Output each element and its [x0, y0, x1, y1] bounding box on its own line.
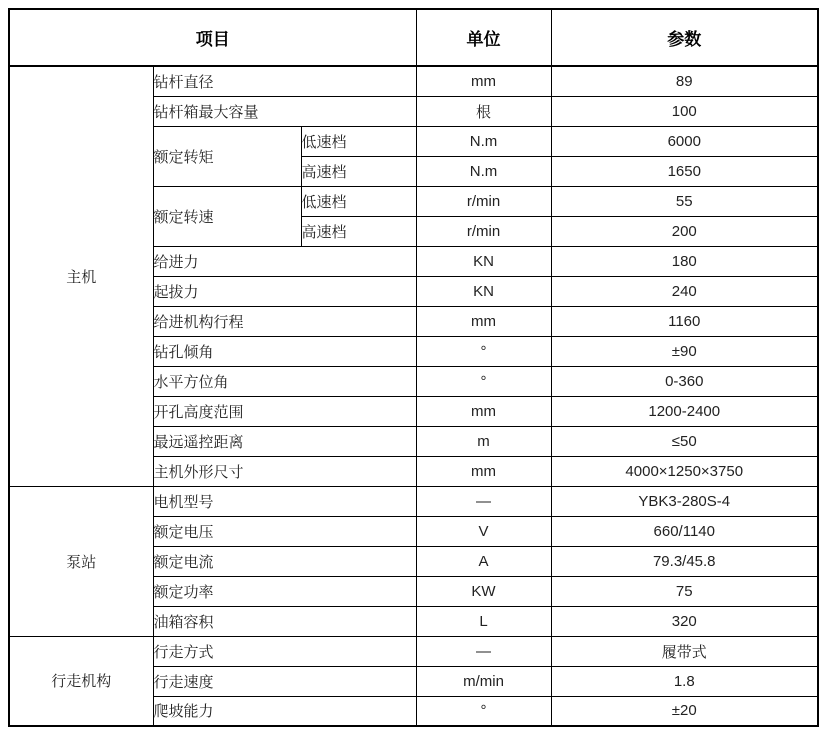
- param-cell: 75: [551, 576, 818, 606]
- unit-cell: V: [416, 516, 551, 546]
- table-row: [9, 66, 818, 96]
- unit-cell: mm: [416, 66, 551, 96]
- param-cell: ±20: [551, 696, 818, 726]
- unit-cell: m/min: [416, 666, 551, 696]
- item-cell-rated-torque: 额定转矩: [153, 126, 301, 186]
- unit-cell: N.m: [416, 156, 551, 186]
- header-row: [9, 9, 818, 66]
- unit-cell: KW: [416, 576, 551, 606]
- item-cell: 行走速度: [153, 666, 416, 696]
- item-cell: 主机外形尺寸: [153, 456, 416, 486]
- subitem-cell: 高速档: [301, 156, 416, 186]
- item-cell: 钻杆直径: [153, 66, 416, 96]
- unit-cell: —: [416, 486, 551, 516]
- param-cell: 1160: [551, 306, 818, 336]
- unit-cell: mm: [416, 456, 551, 486]
- unit-cell: —: [416, 636, 551, 666]
- col-header-param: 参数: [551, 9, 818, 66]
- param-cell: 0-360: [551, 366, 818, 396]
- unit-cell: r/min: [416, 216, 551, 246]
- unit-cell: A: [416, 546, 551, 576]
- item-cell: 额定电流: [153, 546, 416, 576]
- subitem-cell: 高速档: [301, 216, 416, 246]
- param-cell: ≤50: [551, 426, 818, 456]
- item-cell: 电机型号: [153, 486, 416, 516]
- unit-cell: KN: [416, 246, 551, 276]
- item-cell: 给进机构行程: [153, 306, 416, 336]
- param-cell: 79.3/45.8: [551, 546, 818, 576]
- item-cell: 油箱容积: [153, 606, 416, 636]
- item-cell: 额定功率: [153, 576, 416, 606]
- param-cell: 1.8: [551, 666, 818, 696]
- group-cell-pump-station: 泵站: [9, 486, 153, 636]
- param-cell: 4000×1250×3750: [551, 456, 818, 486]
- unit-cell: mm: [416, 306, 551, 336]
- group-cell-travel-mechanism: 行走机构: [9, 636, 153, 726]
- param-cell: 履带式: [551, 636, 818, 666]
- param-cell: 200: [551, 216, 818, 246]
- item-cell: 起拔力: [153, 276, 416, 306]
- unit-cell: °: [416, 696, 551, 726]
- unit-cell: °: [416, 336, 551, 366]
- item-cell: 水平方位角: [153, 366, 416, 396]
- unit-cell: 根: [416, 96, 551, 126]
- unit-cell: m: [416, 426, 551, 456]
- unit-cell: L: [416, 606, 551, 636]
- group-cell-main-machine: 主机: [9, 66, 153, 486]
- col-header-unit: 单位: [416, 9, 551, 66]
- table-row: [9, 636, 818, 666]
- item-cell: 爬坡能力: [153, 696, 416, 726]
- item-cell-rated-speed: 额定转速: [153, 186, 301, 246]
- param-cell: 89: [551, 66, 818, 96]
- unit-cell: °: [416, 366, 551, 396]
- unit-cell: N.m: [416, 126, 551, 156]
- param-cell: ±90: [551, 336, 818, 366]
- item-cell: 行走方式: [153, 636, 416, 666]
- param-cell: 1200-2400: [551, 396, 818, 426]
- item-cell: 给进力: [153, 246, 416, 276]
- item-cell: 额定电压: [153, 516, 416, 546]
- param-cell: 6000: [551, 126, 818, 156]
- subitem-cell: 低速档: [301, 126, 416, 156]
- param-cell: YBK3-280S-4: [551, 486, 818, 516]
- item-cell: 钻孔倾角: [153, 336, 416, 366]
- param-cell: 240: [551, 276, 818, 306]
- param-cell: 1650: [551, 156, 818, 186]
- item-cell: 钻杆箱最大容量: [153, 96, 416, 126]
- col-header-item: 项目: [9, 9, 416, 66]
- param-cell: 100: [551, 96, 818, 126]
- param-cell: 55: [551, 186, 818, 216]
- unit-cell: r/min: [416, 186, 551, 216]
- table-row: [9, 486, 818, 516]
- unit-cell: mm: [416, 396, 551, 426]
- item-cell: 最远遥控距离: [153, 426, 416, 456]
- item-cell: 开孔高度范围: [153, 396, 416, 426]
- spec-table: [8, 8, 819, 727]
- subitem-cell: 低速档: [301, 186, 416, 216]
- param-cell: 660/1140: [551, 516, 818, 546]
- param-cell: 180: [551, 246, 818, 276]
- param-cell: 320: [551, 606, 818, 636]
- unit-cell: KN: [416, 276, 551, 306]
